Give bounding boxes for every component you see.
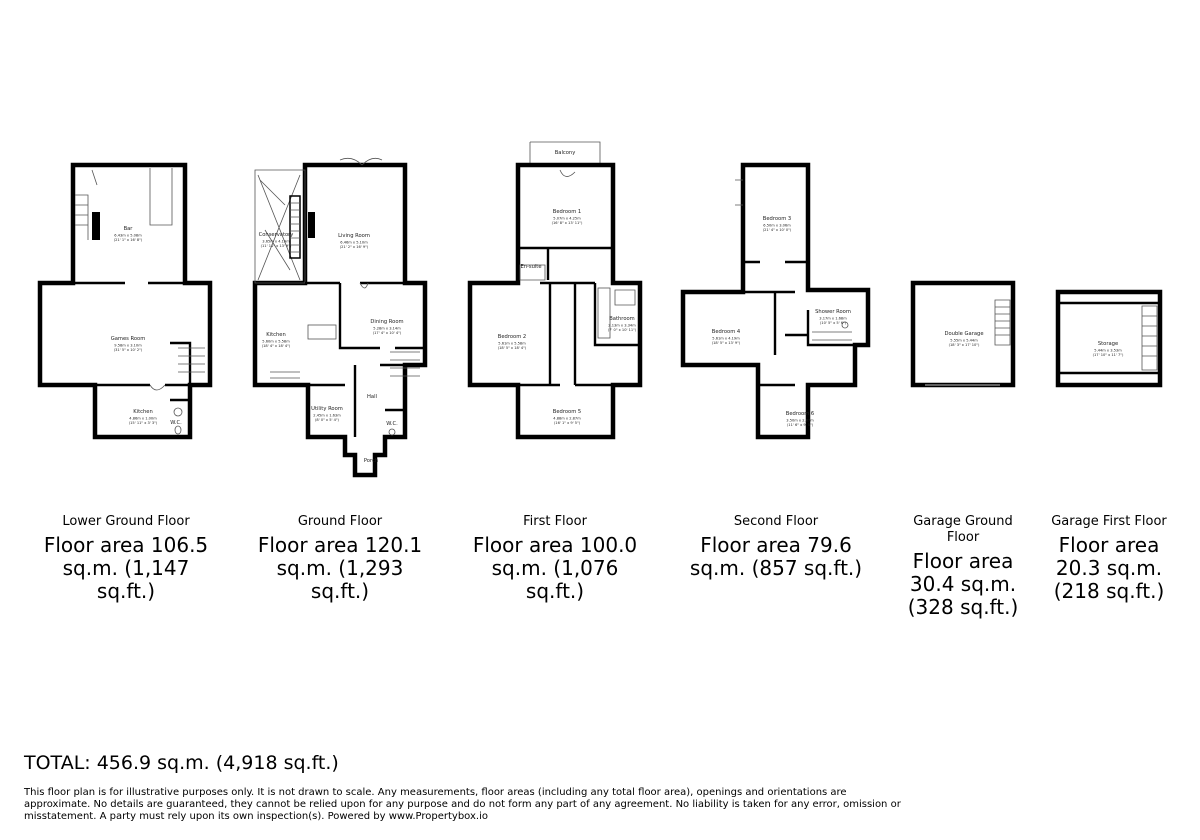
floor-name: Ground Floor	[297, 514, 383, 529]
room-dimensions: 5.28m x 3.14m	[373, 326, 401, 331]
room-dimensions: (10' 5" x 5' 6")	[819, 321, 847, 326]
room-dimensions: 5.44m x 3.53m	[1094, 348, 1122, 353]
room-name: Shower Room	[815, 309, 851, 315]
plan-second-floor	[683, 165, 868, 437]
room-name: Kitchen	[133, 409, 153, 415]
room-dimensions: (31' 5" x 10' 2")	[113, 348, 143, 353]
room-labels	[111, 150, 1124, 464]
room-dimensions: (16' 8" x 13' 11")	[551, 221, 583, 226]
floor-name: Lower Ground Floor	[62, 514, 190, 529]
room-name: En-suite	[520, 264, 542, 270]
room-dimensions: (11' 11" x 13' 9")	[260, 244, 292, 249]
plan-lower-ground-floor	[40, 165, 210, 437]
room-dimensions: (18' 4" x 18' 4")	[261, 344, 291, 349]
total-floor-area: TOTAL: 456.9 sq.m. (4,918 sq.ft.)	[24, 752, 339, 774]
floor-caption	[470, 514, 640, 603]
room-name: Bathroom	[609, 316, 635, 322]
room-dimensions: 5.61m x 5.58m	[498, 341, 526, 346]
room-dimensions: 3.17m x 1.68m	[819, 316, 847, 321]
room-name: Hall	[367, 394, 377, 400]
room-dimensions: 2.45m x 1.63m	[313, 413, 341, 418]
room-name: Bedroom 1	[552, 209, 582, 215]
room-name: Double Garage	[944, 331, 984, 337]
floor-area: Floor area 30.4 sq.m. (328 sq.ft.)	[907, 549, 1019, 619]
room-name: Living Room	[338, 233, 370, 239]
floor-caption	[1044, 514, 1174, 603]
plan-first-floor	[470, 142, 640, 437]
room-dimensions: 5.07m x 4.25m	[553, 216, 581, 221]
room-dimensions: (16' 1" x 9' 5")	[553, 421, 581, 426]
floor-area: Floor area 106.5 sq.m. (1,147 sq.ft.)	[43, 533, 209, 603]
room-dimensions: 4.86m x 1.00m	[129, 416, 157, 421]
floor-area: Floor area 79.6 sq.m. (857 sq.ft.)	[689, 533, 863, 580]
disclaimer-text: This floor plan is for illustrative purposes only. It is not drawn to scale. Any measurements, floor areas (including any total floor area), openings and orientations are approximate. No details are guaranteed, they cannot be relied upon for any purpose and do not form any part of any agreement. No liability is taken for any error, omission or misstatement. A party must rely upon its own inspection(s). Powered by www.Propertybox.io	[24, 787, 901, 822]
room-dimensions: 6.50m x 3.06m	[763, 223, 791, 228]
room-dimensions: (21' 2" x 16' 9")	[339, 245, 369, 250]
floor-name: Garage Ground Floor	[913, 514, 1013, 545]
floor-caption	[686, 514, 866, 580]
room-dimensions: (21' 1" x 16' 8")	[113, 238, 143, 243]
room-name: Bedroom 6	[785, 411, 815, 417]
floor-caption	[898, 514, 1028, 619]
room-dimensions: 5.60m x 5.58m	[262, 339, 290, 344]
floor-area: Floor area 120.1 sq.m. (1,293 sq.ft.)	[257, 533, 423, 603]
room-name: Utility Room	[311, 406, 343, 412]
floor-name: Second Floor	[733, 514, 819, 529]
plan-ground-floor	[255, 158, 425, 475]
room-name: Kitchen	[266, 332, 286, 338]
room-dimensions: (17' 4" x 10' 4")	[372, 331, 402, 336]
room-name: Bedroom 2	[497, 334, 527, 340]
room-dimensions: (15' 11" x 3' 3")	[128, 421, 158, 426]
room-dimensions: 3.50m x 2.87m	[786, 418, 814, 423]
room-name: Dining Room	[370, 319, 404, 325]
room-dimensions: (7' 0" x 10' 11")	[607, 328, 637, 333]
room-dimensions: 6.43m x 5.08m	[114, 233, 142, 238]
room-dimensions: (18' 3" x 17' 10")	[948, 343, 980, 348]
room-dimensions: (8' 0" x 5' 4")	[315, 418, 339, 423]
floor-name: First Floor	[523, 514, 587, 529]
room-dimensions: (17' 10" x 11' 7")	[1092, 353, 1124, 358]
room-dimensions: (18' 5" x 13' 9")	[711, 341, 741, 346]
room-dimensions: 5.55m x 5.44m	[950, 338, 978, 343]
room-dimensions: 5.61m x 4.19m	[712, 336, 740, 341]
room-dimensions: (18' 5" x 18' 4")	[497, 346, 527, 351]
room-name: Balcony	[554, 150, 576, 156]
room-name: Games Room	[110, 336, 146, 342]
room-name: Conservatory	[258, 232, 294, 238]
room-name: Bedroom 3	[762, 216, 792, 222]
room-name: Bar	[123, 226, 133, 232]
room-name: W.C.	[170, 420, 182, 426]
room-dimensions: (11' 6" x 9' 5")	[786, 423, 814, 428]
floor-caption	[255, 514, 425, 603]
room-name: Bedroom 5	[552, 409, 582, 415]
room-dimensions: 4.88m x 2.87m	[553, 416, 581, 421]
room-name: W.C.	[386, 421, 398, 427]
floor-area: Floor area 100.0 sq.m. (1,076 sq.ft.)	[472, 533, 638, 603]
room-dimensions: 3.65m x 4.19m	[262, 239, 290, 244]
plan-garage-first-floor	[1058, 292, 1160, 385]
room-dimensions: 9.58m x 3.10m	[114, 343, 142, 348]
room-name: Storage	[1097, 341, 1119, 347]
room-dimensions: 6.46m x 5.10m	[340, 240, 368, 245]
floor-area: Floor area 20.3 sq.m. (218 sq.ft.)	[1053, 533, 1165, 603]
room-name: Porch	[363, 458, 379, 464]
room-dimensions: (21' 4" x 10' 0")	[762, 228, 792, 233]
floor-caption	[41, 514, 211, 603]
room-name: Bedroom 4	[711, 329, 741, 335]
room-dimensions: 2.13m x 3.34m	[608, 323, 636, 328]
floor-name: Garage First Floor	[1051, 514, 1167, 529]
